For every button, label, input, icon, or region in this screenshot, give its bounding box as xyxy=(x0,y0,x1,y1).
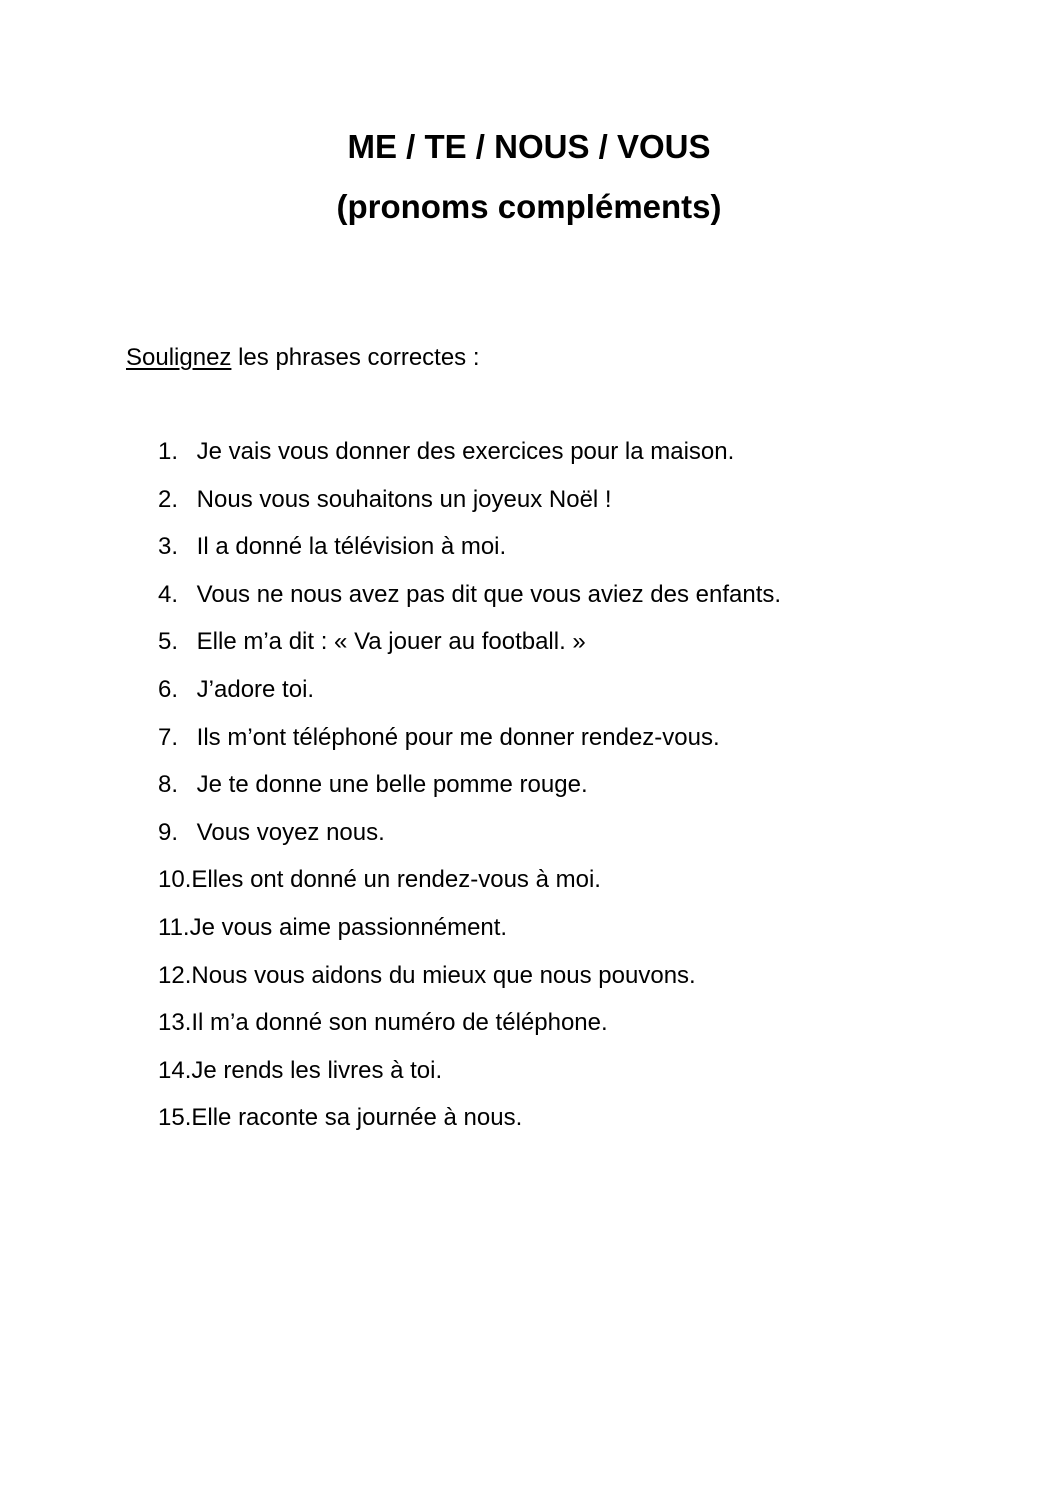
sentence-number: 12. xyxy=(158,961,192,989)
sentence-number: 7. xyxy=(158,723,179,751)
sentence-text: Je vous aime passionnément. xyxy=(189,913,508,941)
sentence-number: 14. xyxy=(158,1056,192,1084)
sentence-text: Elles ont donné un rendez-vous à moi. xyxy=(191,866,601,894)
sentence-text: Nous vous aidons du mieux que nous pouvons. xyxy=(191,961,696,989)
sentence-number: 6. xyxy=(158,675,179,703)
sentence-item xyxy=(158,960,781,1008)
instruction-text: les phrases correctes : xyxy=(231,344,480,371)
sentence-item xyxy=(158,674,781,722)
sentence-text: Elle m’a dit : « Va jouer au football. » xyxy=(190,628,586,656)
sentence-item xyxy=(158,912,781,960)
sentence-list xyxy=(158,436,781,1150)
page-title: ME / TE / NOUS / VOUS xyxy=(347,128,711,165)
sentence-text: Il a donné la télévision à moi. xyxy=(190,533,507,561)
sentence-item xyxy=(158,769,781,817)
sentence-item xyxy=(158,531,781,579)
sentence-text: Je rends les livres à toi. xyxy=(191,1056,443,1084)
sentence-number: 15. xyxy=(158,1104,192,1132)
sentence-item xyxy=(158,579,781,627)
sentence-text: Je te donne une belle pomme rouge. xyxy=(190,771,588,799)
sentence-number: 1. xyxy=(158,438,179,465)
sentence-text: Ils m’ont téléphoné pour me donner rendez-vous. xyxy=(190,723,720,751)
sentence-item xyxy=(158,484,781,532)
sentence-number: 4. xyxy=(158,580,179,608)
sentence-item xyxy=(158,436,781,484)
sentence-text: Nous vous souhaitons un joyeux Noël ! xyxy=(190,485,612,513)
sentence-item xyxy=(158,1055,781,1103)
sentence-text: Vous voyez nous. xyxy=(190,818,385,846)
sentence-text: Elle raconte sa journée à nous. xyxy=(191,1104,523,1132)
sentence-item xyxy=(158,626,781,674)
sentence-item xyxy=(158,722,781,770)
sentence-number: 10. xyxy=(158,866,192,894)
instruction xyxy=(126,342,480,374)
sentence-text: J’adore toi. xyxy=(190,675,315,703)
sentence-number: 11. xyxy=(158,913,190,941)
sentence-number: 13. xyxy=(158,1009,192,1037)
sentence-number: 8. xyxy=(158,771,179,799)
sentence-item xyxy=(158,1007,781,1055)
sentence-text: Il m’a donné son numéro de téléphone. xyxy=(191,1009,608,1037)
sentence-number: 9. xyxy=(158,818,179,846)
sentence-text: Vous ne nous avez pas dit que vous aviez des enfants. xyxy=(190,580,782,608)
sentence-item xyxy=(158,864,781,912)
sentence-number: 3. xyxy=(158,533,179,561)
sentence-number: 5. xyxy=(158,628,179,656)
instruction-verb: Soulignez xyxy=(126,344,232,371)
sentence-item xyxy=(158,817,781,865)
sentence-item xyxy=(158,1102,781,1150)
sentence-text: Je vais vous donner des exercices pour la maison. xyxy=(190,438,735,465)
page-subtitle: (pronoms compléments) xyxy=(336,188,722,225)
sentence-number: 2. xyxy=(158,485,179,513)
